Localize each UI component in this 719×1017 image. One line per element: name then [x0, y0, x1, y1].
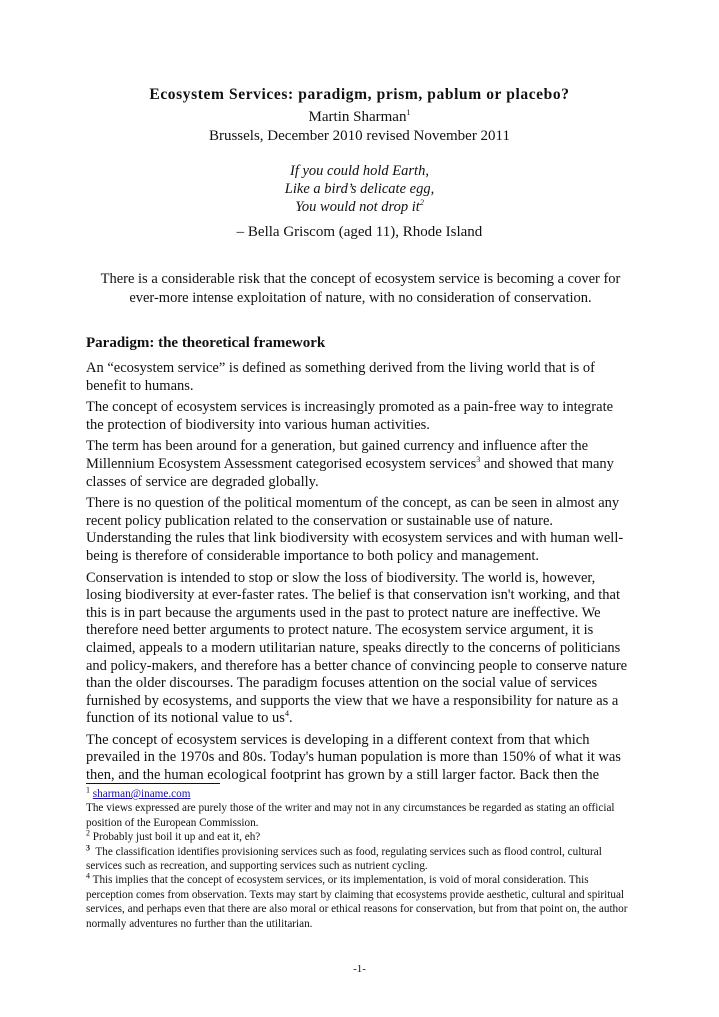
footnote-ref[interactable]: 3	[476, 455, 481, 465]
footnote-number: 1	[86, 785, 90, 795]
footnote-text: This implies that the concept of ecosystem services, or its implementation, is void of moral consideration. This perception comes from observation. Texts may start by claiming that ecosystems provide aesthetic, cultural and spiritual services, and perhaps even that there are also moral or ethical reasons for conservation, but from that point on, the author normally adventures no further than the utilitarian.	[86, 874, 628, 930]
footnote-1	[86, 787, 636, 801]
section-heading: Paradigm: the theoretical framework	[86, 335, 326, 351]
footnote-divider	[86, 783, 220, 784]
author-name: Martin Sharman	[308, 109, 407, 125]
poem-line: Like a bird’s delicate egg,	[284, 181, 435, 197]
author-line	[0, 109, 719, 126]
abstract: There is a considerable risk that the concept of ecosystem service is becoming a cover for ever-more intense exploitation of nature, with no consideration of conservation.	[100, 271, 621, 306]
epigraph-poem	[0, 162, 719, 216]
footnote-number: 3	[86, 842, 90, 852]
author-footnote-ref[interactable]: 1	[406, 108, 411, 117]
poem-line: If you could hold Earth,	[290, 163, 429, 179]
footnote-3	[86, 842, 636, 874]
paragraph: An “ecosystem service” is defined as something derived from the living world that is of benefit to humans.	[86, 360, 595, 394]
footnotes	[86, 787, 636, 931]
footnote-2	[86, 830, 636, 844]
poem-line	[0, 198, 719, 216]
paragraph: There is no question of the political momentum of the concept, as can be seen in almost any recent policy publication related to the conservation or sustainable use of nature. Understanding the rules that link biodiversity with ecosystem services and with human well-being is therefore of considerable importance to both policy and management.	[86, 495, 624, 564]
paragraph-text: The term has been around for a generation, but gained currency and influence after the Millennium Ecosystem Assessment categorised ecosystem services	[86, 438, 589, 472]
epigraph-attribution: – Bella Griscom (aged 11), Rhode Island	[236, 224, 483, 240]
paragraph-text: .	[288, 710, 293, 727]
paragraph: The concept of ecosystem services is developing in a different context from that which prevailed in the 1970s and 80s. Today's human population is more than 150% of what it was then, and the human ecological footprint has grown by a still larger factor. Back then the	[86, 731, 621, 784]
footnote-1-text: The views expressed are purely those of the writer and may not in any circumstances be regarded as stating an official position of the European Commission.	[86, 802, 615, 829]
footnote-number: 4	[86, 871, 90, 881]
footnote-4	[86, 873, 636, 931]
paragraph-text: Conservation is intended to stop or slow the loss of biodiversity. The world is, however, losing biodiversity at ever-faster rates. The belief is that conservation isn't working, and that this is in part because the arguments used in the past to protect nature are ineffective. We therefore need better arguments to protect nature. The ecosystem service argument, it is claimed, appeals to a modern utilitarian nature, speaks directly to the concerns of politicians and policy-makers, and therefore has a better chance of convincing people to conserve nature than the older discourses. The paradigm focuses attention on the social value of services furnished by ecosystems, and supports the view that we have a responsibility for nature as a function of its notional value to us	[86, 569, 628, 727]
poem-footnote-ref[interactable]: 2	[419, 198, 424, 208]
email-link[interactable]: sharman@iname.com	[92, 788, 191, 800]
paragraph	[86, 570, 631, 728]
footnote-number: 2	[86, 828, 90, 838]
poem-line-text: You would not drop it	[295, 199, 420, 215]
paragraph: The concept of ecosystem services is increasingly promoted as a pain-free way to integrate the protection of biodiversity into various human activities.	[86, 399, 614, 433]
paragraph-text: and showed that many classes of service are degraded globally.	[86, 455, 614, 490]
footnote-text: Probably just boil it up and eat it, eh?	[92, 831, 261, 844]
page-number: -1-	[353, 963, 366, 975]
body-text	[86, 360, 631, 789]
paragraph	[86, 438, 631, 491]
footnote-text: The classification identifies provisioning services such as food, regulating services such as flood control, cultural services such as recreation, and supporting services such as nutrient cycling.	[86, 845, 602, 873]
footnote-ref[interactable]: 4	[284, 709, 289, 719]
document-title: Ecosystem Services: paradigm, prism, pablum or placebo?	[149, 86, 570, 103]
dateline: Brussels, December 2010 revised November 2011	[208, 128, 511, 144]
